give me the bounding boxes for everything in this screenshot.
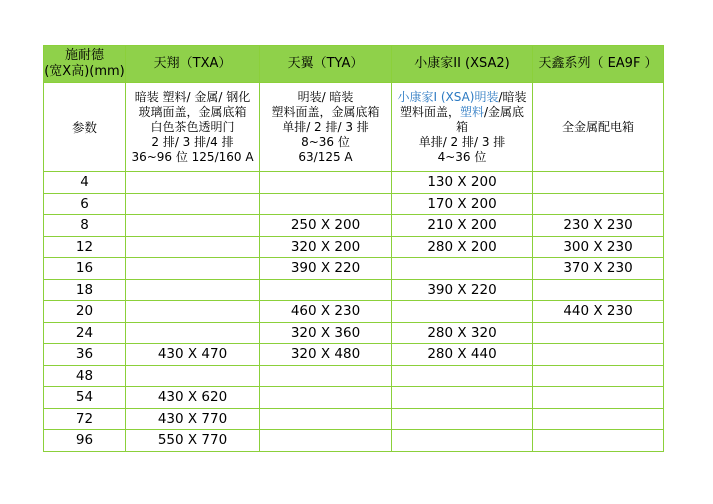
tya-size-cell: 250 X 200: [260, 215, 392, 237]
txa-size-cell: 430 X 770: [126, 408, 260, 430]
tya-size-cell: 460 X 230: [260, 301, 392, 323]
tya-size-cell: 320 X 200: [260, 236, 392, 258]
params-tya-line: 8~36 位: [301, 134, 350, 149]
params-txa-line: 玻璃面盖，金属底箱: [138, 104, 247, 119]
txa-size-cell: [126, 236, 260, 258]
module-count-cell: 72: [44, 408, 126, 430]
ea9f-size-cell: [533, 279, 664, 301]
module-count-cell: 36: [44, 344, 126, 366]
module-count-cell: 24: [44, 322, 126, 344]
ea9f-size-cell: [533, 193, 664, 215]
module-count-cell: 16: [44, 258, 126, 280]
xsa2-size-cell: 170 X 200: [392, 193, 533, 215]
tya-size-cell: [260, 408, 392, 430]
params-tya: [260, 83, 392, 172]
ea9f-size-cell: 370 X 230: [533, 258, 664, 280]
ea9f-size-cell: 300 X 230: [533, 236, 664, 258]
params-xsa2-line: 单排/ 2 排/ 3 排: [418, 134, 506, 149]
tya-size-cell: [260, 193, 392, 215]
table-row: [44, 408, 664, 430]
params-label: 参数: [44, 83, 126, 172]
module-count-cell: 8: [44, 215, 126, 237]
params-xsa2-line: [392, 105, 532, 120]
xsa2-size-cell: 280 X 200: [392, 236, 533, 258]
xsa2-size-cell: [392, 430, 533, 452]
header-xsa2: 小康家II (XSA2): [392, 46, 533, 83]
txa-size-cell: [126, 322, 260, 344]
xsa2-size-cell: [392, 408, 533, 430]
ea9f-size-cell: [533, 322, 664, 344]
txa-size-cell: 430 X 620: [126, 387, 260, 409]
module-count-cell: 54: [44, 387, 126, 409]
params-txa-line: 暗装 塑料/ 金属/ 钢化: [134, 89, 251, 104]
xsa-link-text[interactable]: 小康家I (XSA)明装: [397, 89, 499, 104]
header-unit-label: (宽X高)(mm): [44, 64, 125, 79]
table-row: [44, 430, 664, 452]
ea9f-size-cell: 230 X 230: [533, 215, 664, 237]
tya-size-cell: 320 X 360: [260, 322, 392, 344]
distribution-box-size-table: [43, 45, 664, 452]
tya-size-cell: [260, 387, 392, 409]
xsa2-size-cell: 390 X 220: [392, 279, 533, 301]
params-xsa2-text: /暗装: [498, 89, 527, 104]
header-row: [44, 46, 664, 83]
header-brand-label: 施耐德: [64, 48, 104, 63]
params-txa-line: 白色茶色透明门: [150, 119, 235, 134]
txa-size-cell: [126, 301, 260, 323]
table-row: [44, 172, 664, 194]
ea9f-size-cell: [533, 344, 664, 366]
txa-size-cell: [126, 279, 260, 301]
txa-size-cell: [126, 365, 260, 387]
xsa2-size-cell: [392, 258, 533, 280]
table-row: [44, 215, 664, 237]
table-row: [44, 322, 664, 344]
table-row: [44, 193, 664, 215]
xsa2-size-cell: [392, 387, 533, 409]
tya-size-cell: 390 X 220: [260, 258, 392, 280]
params-tya-line: 塑料面盖，金属底箱: [271, 104, 380, 119]
header-size-column: [44, 46, 126, 83]
ea9f-size-cell: [533, 172, 664, 194]
tya-size-cell: [260, 172, 392, 194]
params-xsa2-text: /金属底: [483, 104, 525, 119]
table-row: [44, 236, 664, 258]
ea9f-size-cell: [533, 387, 664, 409]
ea9f-size-cell: 440 X 230: [533, 301, 664, 323]
module-count-cell: 96: [44, 430, 126, 452]
xsa2-size-cell: 130 X 200: [392, 172, 533, 194]
params-row: [44, 83, 664, 172]
tya-size-cell: [260, 279, 392, 301]
tya-size-cell: [260, 430, 392, 452]
params-xsa2: [392, 83, 533, 172]
ea9f-size-cell: [533, 430, 664, 452]
table-row: [44, 365, 664, 387]
plastic-link-text[interactable]: 塑料: [459, 104, 484, 119]
params-txa: [126, 83, 260, 172]
xsa2-size-cell: [392, 301, 533, 323]
header-ea9f: 天鑫系列（ EA9F ）: [533, 46, 664, 83]
table-row: [44, 258, 664, 280]
txa-size-cell: [126, 193, 260, 215]
xsa2-size-cell: 280 X 320: [392, 322, 533, 344]
tya-size-cell: 320 X 480: [260, 344, 392, 366]
params-xsa2-line: 4~36 位: [437, 149, 487, 164]
module-count-cell: 6: [44, 193, 126, 215]
module-count-cell: 12: [44, 236, 126, 258]
table-row: [44, 279, 664, 301]
header-txa: 天翔（TXA）: [126, 46, 260, 83]
params-txa-line: 2 排/ 3 排/4 排: [151, 134, 234, 149]
txa-size-cell: [126, 172, 260, 194]
module-count-cell: 18: [44, 279, 126, 301]
params-xsa2-line: 箱: [455, 119, 468, 134]
txa-size-cell: 550 X 770: [126, 430, 260, 452]
params-ea9f: 全金属配电箱: [533, 83, 664, 172]
params-xsa2-line: [392, 90, 532, 105]
params-tya-line: 单排/ 2 排/ 3 排: [282, 119, 369, 134]
ea9f-size-cell: [533, 408, 664, 430]
table-row: [44, 387, 664, 409]
xsa2-size-cell: 210 X 200: [392, 215, 533, 237]
module-count-cell: 20: [44, 301, 126, 323]
table-row: [44, 344, 664, 366]
txa-size-cell: [126, 258, 260, 280]
table-row: [44, 301, 664, 323]
params-tya-line: 63/125 A: [298, 149, 353, 164]
params-tya-line: 明装/ 暗装: [297, 89, 354, 104]
params-txa-line: 36~96 位 125/160 A: [131, 149, 254, 164]
params-xsa2-text: 塑料面盖，: [399, 104, 460, 119]
ea9f-size-cell: [533, 365, 664, 387]
module-count-cell: 4: [44, 172, 126, 194]
xsa2-size-cell: [392, 365, 533, 387]
txa-size-cell: 430 X 470: [126, 344, 260, 366]
module-count-cell: 48: [44, 365, 126, 387]
tya-size-cell: [260, 365, 392, 387]
xsa2-size-cell: 280 X 440: [392, 344, 533, 366]
header-tya: 天翼（TYA）: [260, 46, 392, 83]
txa-size-cell: [126, 215, 260, 237]
